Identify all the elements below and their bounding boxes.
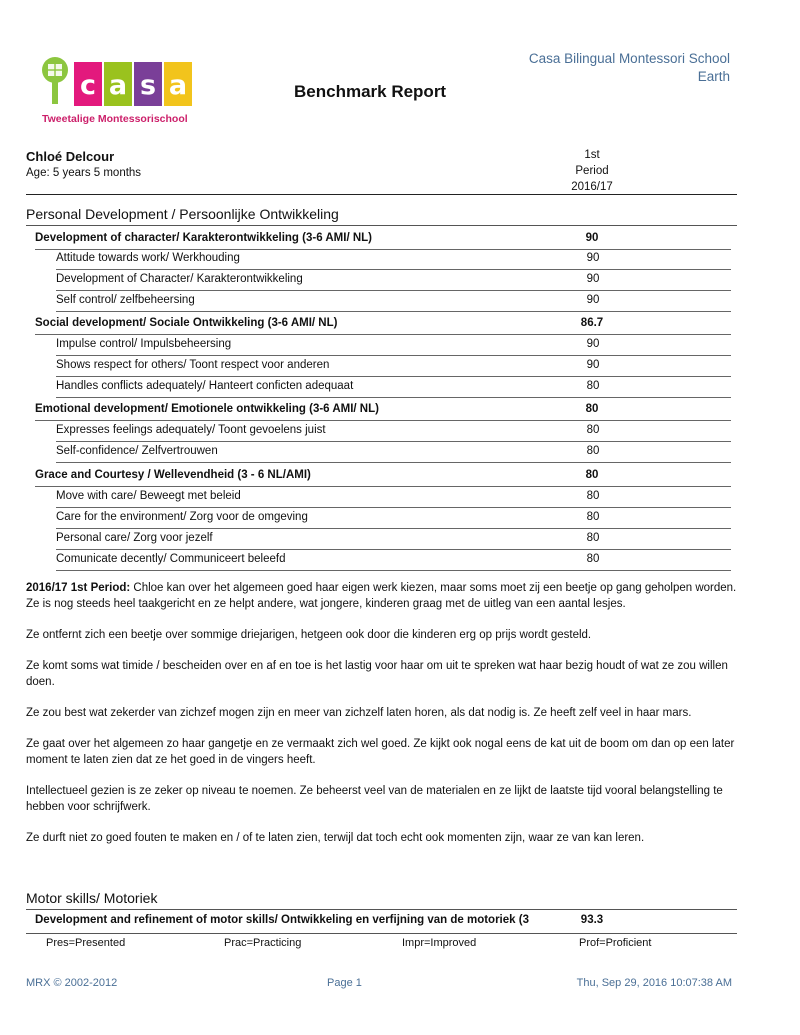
comment-paragraph: Ze komt soms wat timide / bescheiden over en af en toe is het lastig voor haar om uit te spreken wat haar bezig houdt of wat ze zou willen doen. xyxy=(26,660,728,688)
skill-row xyxy=(0,380,800,400)
period-label: Period xyxy=(575,165,609,177)
row-score: 80 xyxy=(585,469,599,481)
category-row xyxy=(0,403,800,423)
skill-row xyxy=(0,424,800,444)
row-label: Personal care/ Zorg voor jezelf xyxy=(56,532,213,544)
comment-paragraph: Ze zou best wat zekerder van zichzef mogen zijn en meer van zichzelf laten horen, als dat nodig is. Ze heeft zelf veel in haar mars. xyxy=(26,707,692,719)
skill-row xyxy=(0,490,800,510)
row-score: 80 xyxy=(586,445,600,457)
category-row xyxy=(0,232,800,252)
row-underline xyxy=(56,441,731,442)
row-label: Care for the environment/ Zorg voor de omgeving xyxy=(56,511,308,523)
category-row xyxy=(0,469,800,489)
skill-row xyxy=(0,532,800,552)
skill-row xyxy=(0,511,800,531)
row-score: 90 xyxy=(586,273,600,285)
row-score: 90 xyxy=(586,359,600,371)
row-underline xyxy=(56,269,731,270)
row-score: 86.7 xyxy=(580,317,604,329)
period-year: 2016/17 xyxy=(571,181,613,193)
row-label: Development of character/ Karakterontwikkeling (3-6 AMI/ NL) xyxy=(35,232,372,244)
comment-paragraph: Ze gaat over het algemeen zo haar gangetje en ze vermaakt zich wel goed. Ze kijkt ook nogal eens de kat uit de boom om dan op een later moment te laten zien dat ze het goed in de vingers heeft. xyxy=(26,738,735,766)
logo-letter: c xyxy=(79,70,96,101)
logo-letter: a xyxy=(108,70,128,101)
comment-paragraph xyxy=(26,580,738,612)
school-name: Casa Bilingual Montessori School xyxy=(528,51,730,66)
skill-row xyxy=(0,359,800,379)
row-label: Self-confidence/ Zelfvertrouwen xyxy=(56,445,218,457)
footer-copyright: MRX © 2002-2012 xyxy=(26,977,118,989)
comment-paragraph: Ze durft niet zo goed fouten te maken en / of te laten zien, terwijl dat toch echt ook momenten zijn, waar ze van kan leren. xyxy=(26,832,645,844)
row-score: 80 xyxy=(586,380,600,392)
comment-paragraph: Ze ontfernt zich een beetje over sommige driejarigen, hetgeen ook door die kinderen erg op prijs wordt gesteld. xyxy=(26,629,592,641)
row-underline xyxy=(35,334,731,335)
row-label: Impulse control/ Impulsbeheersing xyxy=(56,338,232,350)
row-underline xyxy=(56,290,731,291)
row-underline xyxy=(56,549,731,550)
skill-row xyxy=(0,338,800,358)
period-header xyxy=(548,147,636,195)
row-score: 90 xyxy=(586,294,600,306)
school-logo xyxy=(38,54,198,128)
row-label: Shows respect for others/ Toont respect voor anderen xyxy=(56,359,330,371)
student-name: Chloé Delcour xyxy=(26,149,115,164)
row-label: Development of Character/ Karakterontwikkeling xyxy=(56,273,303,285)
row-score: 80 xyxy=(586,424,600,436)
legend-divider xyxy=(26,933,737,934)
row-score: 90 xyxy=(586,252,600,264)
row-label: Attitude towards work/ Werkhouding xyxy=(56,252,240,264)
skill-row xyxy=(0,252,800,272)
row-label: Move with care/ Beweegt met beleid xyxy=(56,490,241,502)
school-class: Earth xyxy=(697,69,730,84)
footer-timestamp: Thu, Sep 29, 2016 10:07:38 AM xyxy=(576,977,732,989)
skill-row xyxy=(0,294,800,314)
row-label: Development and refinement of motor skills/ Ontwikkeling en verfijning van de motoriek (3 xyxy=(35,914,529,926)
row-score: 80 xyxy=(586,511,600,523)
row-score: 80 xyxy=(585,403,599,415)
row-underline xyxy=(56,462,731,463)
skill-row xyxy=(0,445,800,465)
row-underline xyxy=(56,355,731,356)
row-score: 93.3 xyxy=(580,914,604,926)
teacher-comments xyxy=(26,580,738,861)
category-row xyxy=(0,914,800,934)
row-label: Handles conflicts adequately/ Hanteert conficten adequaat xyxy=(56,380,354,392)
legend-practicing: Prac=Practicing xyxy=(224,937,302,949)
row-underline xyxy=(56,528,731,529)
row-underline xyxy=(35,486,731,487)
row-score: 80 xyxy=(586,490,600,502)
report-title: Benchmark Report xyxy=(294,82,447,101)
comment-first-text: Chloe kan over het algemeen goed haar eigen werk kiezen, maar soms moet zij een beetje op gang geholpen worden. Ze is nog steeds heel taakgericht en ze helpt andere, wat jongere, kinderen graag met de uitleg van een aantal lesjes. xyxy=(26,582,737,610)
row-underline xyxy=(35,249,731,250)
row-score: 90 xyxy=(586,338,600,350)
row-label: Comunicate decently/ Communiceert beleefd xyxy=(56,553,286,565)
section-title-motor-skills: Motor skills/ Motoriek xyxy=(26,890,158,906)
row-underline xyxy=(56,376,731,377)
logo-subtitle: Tweetalige Montessorischool xyxy=(42,113,188,125)
row-label: Self control/ zelfbeheersing xyxy=(56,294,195,306)
row-label: Social development/ Sociale Ontwikkeling (3-6 AMI/ NL) xyxy=(35,317,338,329)
category-row xyxy=(0,317,800,337)
period-number: 1st xyxy=(584,149,600,161)
row-underline xyxy=(56,507,731,508)
row-underline xyxy=(56,570,731,571)
skill-row xyxy=(0,273,800,293)
student-age: Age: 5 years 5 months xyxy=(26,167,142,179)
row-underline xyxy=(56,397,731,398)
legend-improved: Impr=Improved xyxy=(402,937,477,949)
legend-proficient: Prof=Proficient xyxy=(579,937,652,949)
tree-icon xyxy=(38,56,72,106)
comment-paragraph: Intellectueel gezien is ze zeker op niveau te noemen. Ze beheerst veel van de materialen en ze lijkt de laatste tijd vooral belangstelling te hebben voor schrijfwerk. xyxy=(26,785,723,813)
logo-letter: s xyxy=(139,70,157,101)
footer-page: Page 1 xyxy=(327,977,362,989)
school-info xyxy=(529,50,730,86)
section-divider xyxy=(26,225,737,226)
section-divider xyxy=(26,909,737,910)
row-underline xyxy=(35,420,731,421)
row-label: Expresses feelings adequately/ Toont gevoelens juist xyxy=(56,424,326,436)
legend-presented: Pres=Presented xyxy=(46,937,126,949)
row-label: Emotional development/ Emotionele ontwikkeling (3-6 AMI/ NL) xyxy=(35,403,379,415)
row-score: 90 xyxy=(585,232,599,244)
row-score: 80 xyxy=(586,532,600,544)
header-divider xyxy=(26,194,737,195)
skill-row xyxy=(0,553,800,573)
comment-lead: 2016/17 1st Period: xyxy=(26,582,131,594)
row-score: 80 xyxy=(586,553,600,565)
logo-letter: a xyxy=(168,70,188,101)
row-label: Grace and Courtesy / Wellevendheid (3 - 6 NL/AMI) xyxy=(35,469,311,481)
section-title-personal-development: Personal Development / Persoonlijke Ontwikkeling xyxy=(26,206,339,222)
row-underline xyxy=(56,311,731,312)
